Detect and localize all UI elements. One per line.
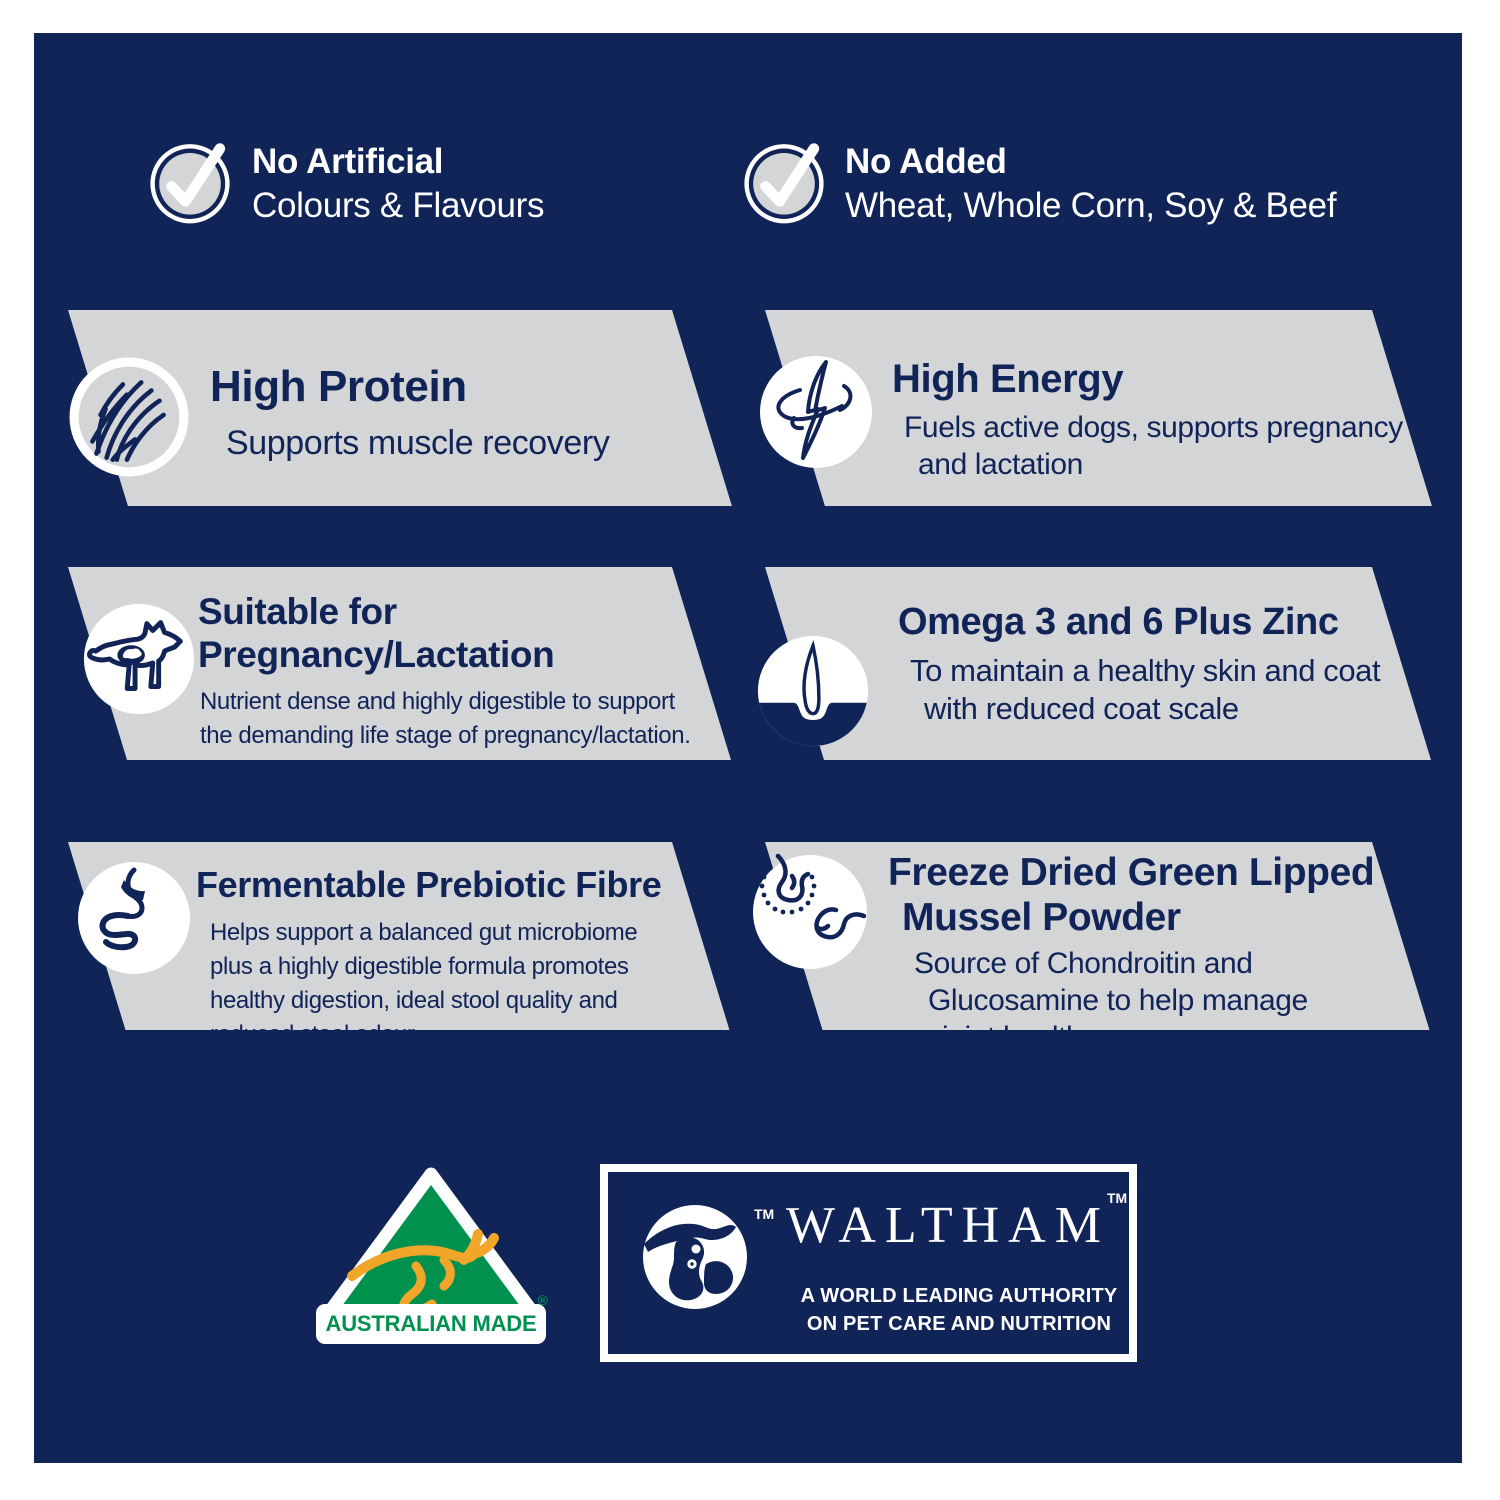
feature-subtitle: the demanding life stage of pregnancy/lactation. <box>200 722 691 749</box>
badge-title: No Artificial <box>252 142 444 181</box>
feature-subtitle: Fuels active dogs, supports pregnancy <box>904 411 1403 444</box>
feature-title: Pregnancy/Lactation <box>198 634 555 675</box>
feature-prebiotic-fibre <box>196 864 661 1052</box>
feature-title: Omega 3 and 6 Plus Zinc <box>898 601 1339 643</box>
feature-subtitle: Supports muscle recovery <box>226 424 610 462</box>
tagline-line: ON PET CARE AND NUTRITION <box>806 1313 1112 1335</box>
feature-title: Fermentable Prebiotic Fibre <box>196 864 662 905</box>
feature-subtitle: Nutrient dense and highly digestible to support <box>200 688 675 715</box>
australian-made-label: AUSTRALIAN MADE <box>325 1311 537 1336</box>
digestive-tract-icon <box>74 858 194 978</box>
waltham-pets-icon <box>640 1202 750 1312</box>
badge-subtitle: Colours & Flavours <box>252 186 545 225</box>
feature-title: Suitable for <box>198 591 397 632</box>
energy-bolt-icon <box>756 352 876 472</box>
feature-title: High Protein <box>210 362 467 411</box>
feature-omega <box>898 600 1380 728</box>
kangaroo-triangle-icon <box>316 1164 546 1322</box>
tagline-line: A WORLD LEADING AUTHORITY <box>800 1285 1118 1307</box>
feature-high-protein <box>210 362 609 464</box>
joint-health-icon <box>748 850 872 974</box>
badge-subtitle: Wheat, Whole Corn, Soy & Beef <box>845 186 1337 225</box>
feature-high-energy <box>892 356 1403 483</box>
trademark-symbol: TM <box>1107 1190 1128 1206</box>
feature-subtitle: and lactation <box>918 448 1083 481</box>
badge-no-artificial <box>252 140 544 228</box>
feature-title: Mussel Powder <box>902 896 1181 939</box>
waltham-tagline <box>794 1282 1124 1338</box>
feature-subtitle: Glucosamine to help manage <box>928 984 1308 1017</box>
feature-mussel-powder <box>888 850 1374 1056</box>
feature-subtitle: with reduced coat scale <box>924 691 1239 726</box>
feature-title: Freeze Dried Green Lipped <box>888 851 1375 894</box>
feature-subtitle: healthy digestion, ideal stool quality and <box>210 987 618 1014</box>
feature-title: High Energy <box>892 357 1124 401</box>
waltham-wordmark: WALTHAM <box>786 1197 1110 1254</box>
feature-subtitle: To maintain a healthy skin and coat <box>910 653 1381 688</box>
pregnant-dog-icon <box>80 600 198 718</box>
feature-subtitle: Source of Chondroitin and <box>914 947 1253 980</box>
australian-made-banner <box>316 1304 546 1344</box>
muscle-fibres-icon <box>68 356 190 478</box>
waltham-logo <box>600 1164 1137 1362</box>
feature-subtitle: joint health <box>942 1021 1083 1054</box>
feature-subtitle: reduced stool odour. <box>210 1021 420 1048</box>
badge-no-added <box>845 140 1336 228</box>
feature-subtitle: Helps support a balanced gut microbiome <box>210 919 638 946</box>
registered-trademark-symbol: ® <box>537 1292 548 1308</box>
australian-made-logo <box>316 1164 546 1348</box>
trademark-symbol: TM <box>754 1206 775 1222</box>
feature-subtitle: plus a highly digestible formula promotes <box>210 953 629 980</box>
feature-pregnancy-lactation <box>198 590 690 753</box>
checkmark-icon <box>740 138 828 226</box>
badge-title: No Added <box>845 142 1007 181</box>
hair-follicle-icon <box>754 632 872 750</box>
checkmark-icon <box>146 138 234 226</box>
